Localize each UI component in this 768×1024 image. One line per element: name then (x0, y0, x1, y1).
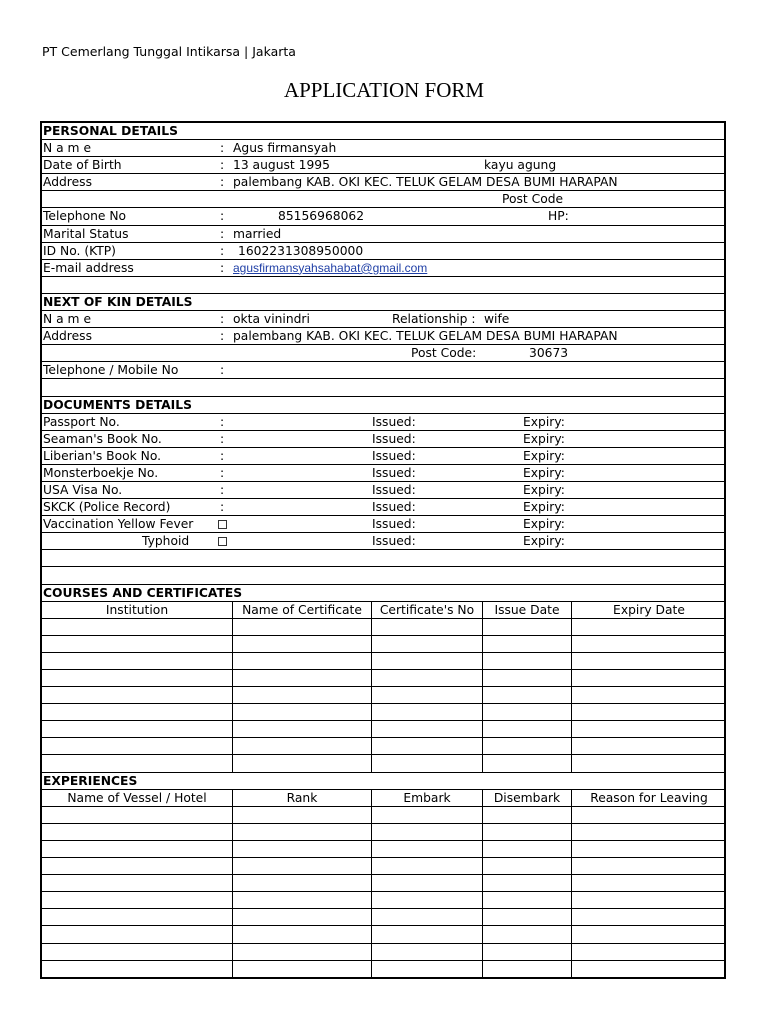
table-row (42, 670, 724, 687)
column-header: Embark (372, 790, 483, 806)
email-link[interactable]: agusfirmansyahsahabat@gmail.com (233, 260, 428, 275)
colon: : (220, 312, 225, 327)
dob-value[interactable]: 13 august 1995 (233, 158, 330, 173)
table-cell[interactable] (233, 841, 372, 857)
table-cell[interactable] (372, 738, 483, 754)
expiry-label: Expiry: (523, 500, 565, 515)
colon: : (220, 158, 225, 173)
kin-postcode-value[interactable]: 30673 (529, 346, 569, 361)
document-label: Typhoid (142, 534, 190, 549)
table-cell[interactable] (483, 807, 572, 823)
table-cell[interactable] (42, 961, 233, 978)
row-telephone (42, 208, 724, 225)
table-cell[interactable] (372, 909, 483, 925)
expiry-label: Expiry: (523, 517, 565, 532)
table-cell[interactable] (233, 653, 372, 669)
table-cell[interactable] (483, 670, 572, 686)
table-row (42, 619, 724, 636)
table-cell[interactable] (572, 961, 726, 978)
row-kin-telephone (42, 362, 724, 379)
table-row (42, 892, 724, 909)
address-label: Address (43, 175, 92, 190)
issued-label: Issued: (372, 500, 416, 515)
table-row (42, 738, 724, 755)
table-cell[interactable] (483, 721, 572, 737)
table-cell[interactable] (233, 619, 372, 635)
document-label: Passport No. (43, 414, 120, 429)
column-header: Expiry Date (613, 602, 685, 617)
table-cell[interactable] (572, 858, 726, 874)
document-label: Liberian's Book No. (43, 448, 162, 463)
dob-label: Date of Birth (43, 158, 122, 173)
row-document (42, 482, 724, 499)
table-cell[interactable] (42, 858, 233, 874)
kin-name-label: N a m e (43, 312, 92, 327)
table-cell[interactable] (572, 875, 726, 891)
table-cell[interactable] (372, 875, 483, 891)
table-cell[interactable] (572, 926, 726, 942)
section-heading: NEXT OF KIN DETAILS (43, 294, 193, 309)
table-cell[interactable] (483, 926, 572, 942)
table-cell[interactable] (372, 926, 483, 942)
table-cell[interactable] (372, 687, 483, 703)
document-label: SKCK (Police Record) (43, 500, 171, 515)
table-row (42, 875, 724, 892)
issued-label: Issued: (372, 431, 416, 446)
table-cell[interactable] (372, 944, 483, 960)
colon: : (220, 482, 225, 497)
issued-label: Issued: (372, 517, 416, 532)
postcode-label: Post Code (502, 192, 564, 207)
table-row (42, 944, 724, 961)
expiry-label: Expiry: (523, 431, 565, 446)
table-cell[interactable] (42, 738, 233, 754)
table-cell[interactable] (42, 619, 233, 635)
colon: : (220, 175, 225, 190)
colon: : (220, 448, 225, 463)
section-documents-heading (42, 397, 724, 414)
table-row (42, 807, 724, 824)
table-cell[interactable] (42, 926, 233, 942)
table-cell[interactable] (572, 755, 726, 771)
table-cell[interactable] (42, 636, 233, 652)
table-cell[interactable] (42, 670, 233, 686)
section-personal-heading (42, 123, 724, 140)
table-cell[interactable] (233, 704, 372, 720)
section-heading: DOCUMENTS DETAILS (43, 397, 192, 412)
row-kin-address (42, 328, 724, 345)
table-cell[interactable] (572, 824, 726, 840)
colon: : (220, 465, 225, 480)
section-heading: COURSES AND CERTIFICATES (43, 585, 243, 600)
document-label: Monsterboekje No. (43, 465, 159, 480)
table-cell[interactable] (483, 619, 572, 635)
section-kin-heading (42, 294, 724, 311)
relationship-label: Relationship : (392, 312, 476, 327)
table-cell[interactable] (572, 687, 726, 703)
colon: : (220, 209, 225, 224)
kin-postcode-label: Post Code: (411, 346, 477, 361)
table-cell[interactable] (572, 704, 726, 720)
table-cell[interactable] (572, 807, 726, 823)
row-blank (42, 550, 724, 567)
table-row (42, 636, 724, 653)
table-row (42, 926, 724, 943)
table-row (42, 841, 724, 858)
row-document (42, 533, 724, 550)
table-cell[interactable] (233, 875, 372, 891)
table-cell[interactable] (483, 738, 572, 754)
column-header: Disembark (483, 790, 572, 806)
table-cell[interactable] (483, 841, 572, 857)
row-document (42, 499, 724, 516)
document-label: USA Visa No. (43, 482, 123, 497)
row-kin-name (42, 311, 724, 328)
address-value[interactable]: palembang KAB. OKI KEC. TELUK GELAM DESA BUMI HARAPAN (233, 175, 618, 190)
table-cell[interactable] (233, 944, 372, 960)
row-document (42, 448, 724, 465)
row-address (42, 174, 724, 191)
document-label: Seaman's Book No. (43, 431, 162, 446)
table-cell[interactable] (372, 670, 483, 686)
colon: : (220, 226, 225, 241)
id-label: ID No. (KTP) (43, 243, 116, 258)
table-row (42, 858, 724, 875)
table-cell[interactable] (233, 892, 372, 908)
table-cell[interactable] (572, 653, 726, 669)
expiry-label: Expiry: (523, 534, 565, 549)
kin-telephone-label: Telephone / Mobile No (43, 363, 179, 378)
table-cell[interactable] (372, 824, 483, 840)
row-dob (42, 157, 724, 174)
table-cell[interactable] (372, 807, 483, 823)
email-label: E-mail address (43, 260, 134, 275)
table-cell[interactable] (483, 653, 572, 669)
kin-address-label: Address (43, 329, 92, 344)
table-cell[interactable] (372, 704, 483, 720)
table-cell[interactable] (233, 687, 372, 703)
colon: : (220, 414, 225, 429)
table-cell[interactable] (372, 619, 483, 635)
column-header: Name of Vessel / Hotel (42, 790, 233, 806)
table-row (42, 687, 724, 704)
table-cell[interactable] (483, 875, 572, 891)
expiry-label: Expiry: (523, 465, 565, 480)
colon: : (220, 260, 225, 275)
checkbox[interactable] (218, 537, 227, 546)
colon: : (220, 363, 225, 378)
table-cell[interactable] (42, 841, 233, 857)
colon: : (220, 329, 225, 344)
table-cell[interactable] (42, 755, 233, 771)
table-row (42, 961, 724, 978)
table-cell[interactable] (233, 909, 372, 925)
table-cell[interactable] (483, 909, 572, 925)
table-cell[interactable] (572, 841, 726, 857)
row-document (42, 414, 724, 431)
row-kin-postcode (42, 345, 724, 362)
section-experiences-heading (42, 773, 724, 790)
row-name (42, 140, 724, 157)
issued-label: Issued: (372, 482, 416, 497)
table-cell[interactable] (42, 807, 233, 823)
table-row (42, 653, 724, 670)
table-cell[interactable] (233, 824, 372, 840)
kin-name-value[interactable]: okta vinindri (233, 312, 310, 327)
name-value[interactable]: Agus firmansyah (233, 141, 337, 156)
table-cell[interactable] (483, 858, 572, 874)
table-cell[interactable] (572, 892, 726, 908)
table-cell[interactable] (42, 892, 233, 908)
table-cell[interactable] (42, 944, 233, 960)
issued-label: Issued: (372, 414, 416, 429)
table-cell[interactable] (372, 636, 483, 652)
id-value[interactable]: 1602231308950000 (238, 243, 364, 258)
table-cell[interactable] (572, 944, 726, 960)
table-cell[interactable] (233, 926, 372, 942)
birthplace-value[interactable]: kayu agung (484, 158, 557, 173)
table-cell[interactable] (483, 824, 572, 840)
column-header: Rank (233, 790, 372, 806)
table-cell[interactable] (372, 653, 483, 669)
table-cell[interactable] (572, 909, 726, 925)
table-cell[interactable] (572, 636, 726, 652)
table-cell[interactable] (233, 961, 372, 978)
table-cell[interactable] (372, 858, 483, 874)
table-cell[interactable] (372, 721, 483, 737)
row-id (42, 243, 724, 260)
row-document (42, 516, 724, 533)
table-cell[interactable] (42, 824, 233, 840)
marital-value[interactable]: married (233, 226, 282, 241)
table-cell[interactable] (233, 721, 372, 737)
table-cell[interactable] (572, 670, 726, 686)
colon: : (220, 243, 225, 258)
table-header-row (42, 602, 724, 619)
table-cell[interactable] (572, 721, 726, 737)
expiry-label: Expiry: (523, 482, 565, 497)
table-cell[interactable] (483, 892, 572, 908)
form-title: APPLICATION FORM (283, 78, 485, 102)
column-header: Name of Certificate (233, 602, 372, 618)
table-row (42, 721, 724, 738)
table-cell[interactable] (42, 909, 233, 925)
name-label: N a m e (43, 141, 92, 156)
table-cell[interactable] (372, 841, 483, 857)
row-blank (42, 567, 724, 584)
colon: : (220, 500, 225, 515)
table-cell[interactable] (233, 738, 372, 754)
row-document (42, 431, 724, 448)
column-header: Reason for Leaving (590, 790, 708, 805)
row-marital (42, 226, 724, 243)
table-cell[interactable] (483, 961, 572, 978)
section-heading: EXPERIENCES (43, 773, 138, 788)
table-cell[interactable] (233, 858, 372, 874)
row-email (42, 260, 724, 277)
table-cell[interactable] (42, 875, 233, 891)
column-header: Issue Date (483, 602, 572, 618)
table-cell[interactable] (42, 721, 233, 737)
table-cell[interactable] (483, 636, 572, 652)
table-header-row (42, 790, 724, 807)
row-postcode (42, 191, 724, 208)
table-row (42, 909, 724, 926)
telephone-value[interactable]: 85156968062 (278, 209, 365, 224)
table-cell[interactable] (233, 807, 372, 823)
table-cell[interactable] (233, 636, 372, 652)
table-cell[interactable] (372, 892, 483, 908)
section-courses-heading (42, 585, 724, 602)
row-document (42, 465, 724, 482)
row-blank (42, 277, 724, 294)
table-cell[interactable] (42, 704, 233, 720)
relationship-value[interactable]: wife (484, 312, 510, 327)
expiry-label: Expiry: (523, 448, 565, 463)
table-cell[interactable] (483, 704, 572, 720)
table-cell[interactable] (372, 755, 483, 771)
column-header: Institution (42, 602, 233, 618)
table-row (42, 755, 724, 772)
table-cell[interactable] (483, 687, 572, 703)
issued-label: Issued: (372, 534, 416, 549)
table-row (42, 704, 724, 721)
column-header: Certificate's No (372, 602, 483, 618)
table-cell[interactable] (372, 961, 483, 978)
issued-label: Issued: (372, 465, 416, 480)
table-row (42, 824, 724, 841)
checkbox[interactable] (218, 520, 227, 529)
section-heading: PERSONAL DETAILS (43, 124, 178, 138)
row-blank (42, 379, 724, 396)
marital-label: Marital Status (43, 226, 129, 241)
table-cell[interactable] (572, 619, 726, 635)
kin-address-value[interactable]: palembang KAB. OKI KEC. TELUK GELAM DESA BUMI HARAPAN (233, 329, 618, 344)
table-cell[interactable] (572, 738, 726, 754)
table-cell[interactable] (233, 670, 372, 686)
document-label: Vaccination Yellow Fever (43, 517, 194, 532)
colon: : (220, 431, 225, 446)
telephone-label: Telephone No (43, 209, 127, 224)
table-cell[interactable] (233, 755, 372, 771)
expiry-label: Expiry: (523, 414, 565, 429)
colon: : (220, 141, 225, 156)
table-cell[interactable] (42, 687, 233, 703)
company-header: PT Cemerlang Tunggal Intikarsa | Jakarta (42, 44, 296, 59)
table-cell[interactable] (42, 653, 233, 669)
issued-label: Issued: (372, 448, 416, 463)
hp-label: HP: (548, 209, 569, 224)
table-cell[interactable] (483, 755, 572, 771)
table-cell[interactable] (483, 944, 572, 960)
application-form (40, 121, 726, 979)
